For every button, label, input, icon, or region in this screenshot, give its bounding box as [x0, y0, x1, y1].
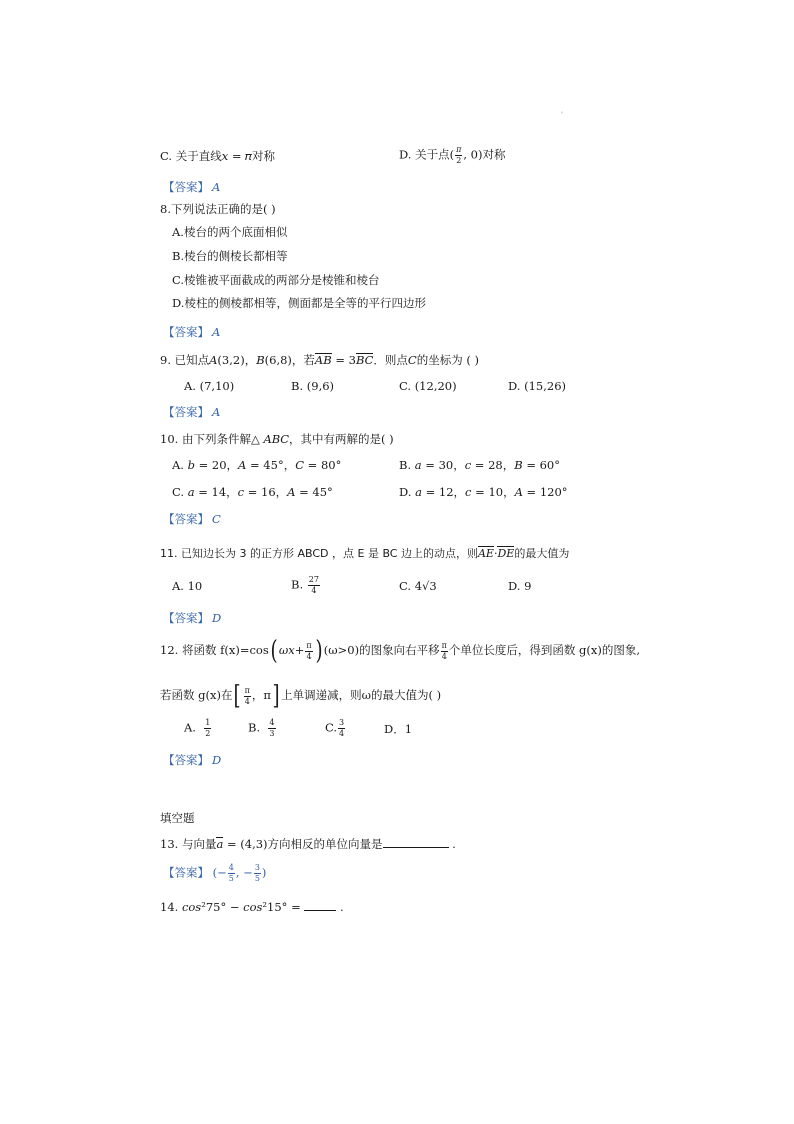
q12-option-d: D．1 — [384, 722, 413, 736]
q7-option-d-fraction: $\frac{\pi}{2}$ — [456, 145, 462, 165]
q9-option-d: D. (15,26) — [508, 379, 567, 393]
q7-option-d: D. 关于点( $\frac{\pi}{2}$ , 0)对称 — [399, 145, 506, 165]
q12-option-c-fraction: $\frac{3}{4}$ — [339, 718, 345, 738]
q12-interval-fraction: $\frac{\pi}{4}$ — [244, 685, 250, 706]
q12-option-b-fraction: $\frac{4}{3}$ — [269, 718, 275, 738]
q11-answer: 【答案】 D — [163, 611, 222, 625]
q13-answer: 【答案】 (− $\frac{4}{5}$ , − $\frac{3}{5}$ ) — [163, 863, 267, 883]
q9-answer: 【答案】 A — [163, 405, 221, 419]
section-fill-in-blank-heading: 填空题 — [160, 811, 195, 825]
q8-answer: 【答案】 A — [163, 325, 221, 339]
q12-shift-fraction: $\frac{\pi}{4}$ — [441, 640, 447, 661]
q12-option-b: B. $\frac{4}{3}$ — [248, 718, 275, 738]
q9-option-b: B. (9,6) — [291, 379, 335, 393]
q8-option-d: D.棱柱的侧棱都相等，侧面都是全等的平行四边形 — [172, 296, 426, 310]
q8-stem: 8.下列说法正确的是( ) — [160, 202, 276, 216]
q8-option-a: A.棱台的两个底面相似 — [172, 225, 288, 239]
q14-answer-blank[interactable] — [304, 900, 336, 911]
q13-answer-fraction-1: $\frac{4}{5}$ — [228, 863, 234, 883]
q9-vector-bc: BC — [355, 353, 374, 367]
q14-stem: 14. 𝑐𝑜𝑠²75° − 𝑐𝑜𝑠²15° = . — [160, 900, 344, 914]
q9-vector-ab: AB — [314, 353, 332, 367]
q11-stem: 11. 已知边长为 3 的正方形 ABCD ，点 E 是 BC 边上的动点，则AE·DE的最大值为 — [160, 547, 570, 560]
q12-line-1: 12. 将函数 f(x)=cos( ωx+ $\frac{\pi}{4}$ ) (ω>0)的图象向右平移 $\frac{\pi}{4}$ 个单位长度后，得到函数 g(x)的图象, — [160, 636, 641, 666]
q12-option-a-fraction: $\frac{1}{2}$ — [205, 718, 211, 738]
q10-answer: 【答案】 C — [163, 512, 221, 526]
q8-option-c: C.棱锥被平面截成的两部分是棱锥和棱台 — [172, 273, 380, 287]
q11-option-c: C. 4√3 — [399, 579, 437, 593]
q12-interval-close: ] — [272, 681, 280, 711]
q7-option-c: C. 关于直线𝑥 = 𝜋对称 — [160, 149, 275, 163]
q11-option-b-fraction: $\frac{27}{4}$ — [308, 575, 319, 595]
q9-stem: 9. 已知点𝐴(3,2)，𝐵(6,8)，若AB = 3BC．则点𝐶的坐标为 ( ) — [160, 353, 480, 367]
q10-option-b: B. 𝑎 = 30，𝑐 = 28，𝐵 = 60° — [399, 458, 560, 472]
q12-answer: 【答案】 D — [163, 753, 222, 767]
q9-option-c: C. (12,20) — [399, 379, 457, 393]
corner-mark: ' — [561, 111, 563, 119]
q13-stem: 13. 与向量a = (4,3)方向相反的单位向量是 . — [160, 837, 456, 851]
q7-answer: 【答案】 A — [163, 180, 221, 194]
q10-option-a: A. 𝑏 = 20，𝐴 = 45°，𝐶 = 80° — [172, 458, 342, 472]
q11-vector-ae: AE — [477, 547, 494, 560]
q13-vector-a: a — [216, 837, 224, 851]
q11-option-a: A. 10 — [172, 579, 203, 593]
q13-answer-blank[interactable] — [383, 837, 449, 848]
q12-option-a: A. $\frac{1}{2}$ — [184, 718, 211, 738]
q12-paren-open: ( — [270, 636, 278, 666]
q12-line-2: 若函数 g(x)在[ $\frac{\pi}{4}$ ，π] 上单调递减，则ω的最大值为( ) — [160, 681, 442, 711]
q12-option-c: C. $\frac{3}{4}$ — [325, 718, 345, 738]
q12-paren-close: ) — [315, 636, 323, 666]
q10-stem: 10. 由下列条件解△ 𝐴𝐵𝐶，其中有两解的是( ) — [160, 432, 394, 446]
q9-option-a: A. (7,10) — [184, 379, 235, 393]
q13-answer-fraction-2: $\frac{3}{5}$ — [254, 863, 260, 883]
q11-vector-de: DE — [497, 547, 515, 560]
q12-interval-open: [ — [234, 681, 242, 711]
q8-option-b: B.棱台的侧棱长都相等 — [172, 249, 288, 263]
q10-option-d: D. 𝑎 = 12，𝑐 = 10，𝐴 = 120° — [399, 485, 568, 499]
q10-option-c: C. 𝑎 = 14，𝑐 = 16，𝐴 = 45° — [172, 485, 333, 499]
q12-inner-fraction: $\frac{\pi}{4}$ — [306, 640, 312, 661]
q11-option-d: D. 9 — [508, 579, 532, 593]
q11-option-b: B. $\frac{27}{4}$ — [291, 575, 319, 595]
